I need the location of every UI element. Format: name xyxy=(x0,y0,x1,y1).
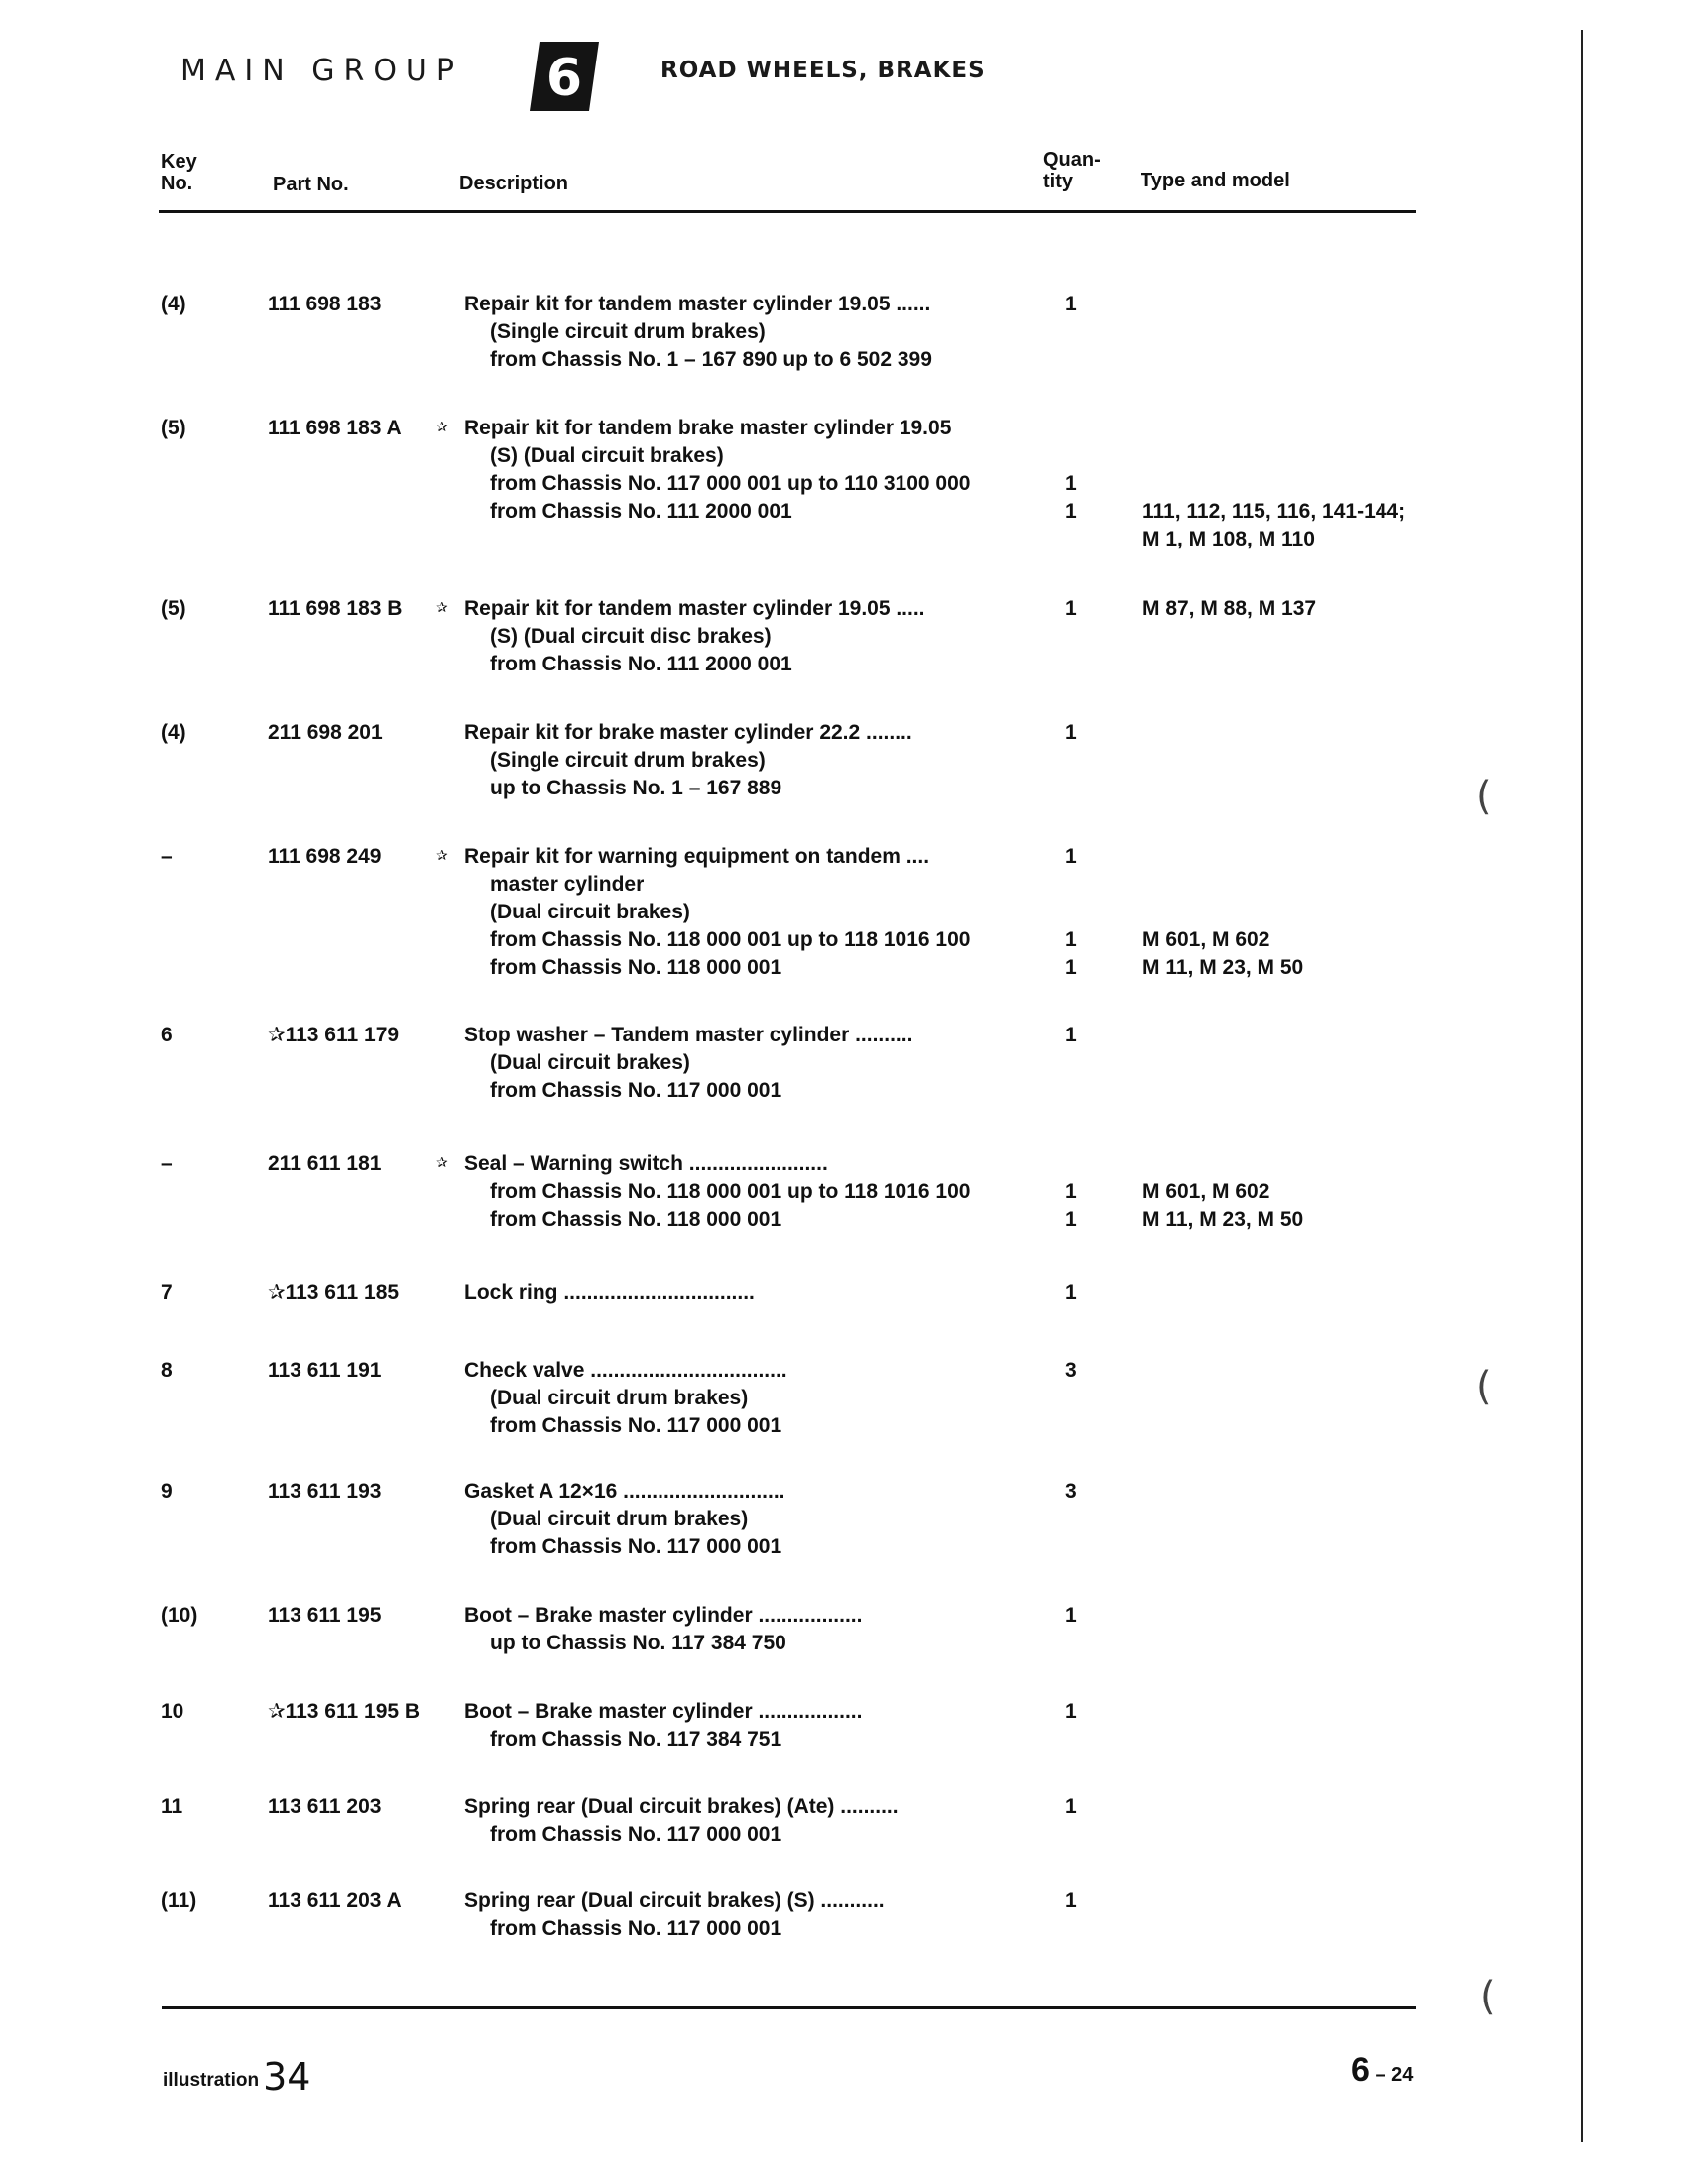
key-number: 9 xyxy=(161,1480,173,1503)
description xyxy=(464,843,1039,982)
key-number: (10) xyxy=(161,1604,198,1627)
col-header-key xyxy=(161,151,197,194)
description-line: from Chassis No. 117 000 001 xyxy=(490,1535,782,1558)
description-line: (Dual circuit brakes) xyxy=(490,1051,690,1074)
type-model-value xyxy=(1142,1357,1470,1385)
type-model-value xyxy=(1142,1279,1470,1307)
type-model xyxy=(1142,291,1470,374)
quantity-value xyxy=(1065,1726,1095,1754)
binder-ring-mark: ( xyxy=(1480,1974,1496,2019)
type-model-value xyxy=(1142,1821,1470,1849)
main-group-label: MAIN GROUP xyxy=(180,54,463,88)
binder-ring-mark: ( xyxy=(1476,774,1492,819)
quantity-value xyxy=(1065,1915,1095,1943)
quantity-value xyxy=(1065,651,1095,678)
group-number-badge xyxy=(526,38,603,115)
description-line: from Chassis No. 118 000 001 up to 118 1016 100 xyxy=(490,1180,971,1203)
quantity-value xyxy=(1065,1533,1095,1561)
type-model xyxy=(1142,1357,1470,1440)
star-icon: ✰ xyxy=(436,599,448,615)
group-number: 6 xyxy=(545,49,583,108)
type-model-value xyxy=(1142,623,1470,651)
description-line: from Chassis No. 1 – 167 890 up to 6 502 399 xyxy=(490,348,932,371)
type-model xyxy=(1142,415,1470,553)
description-line: Gasket A 12×16 ............................ xyxy=(464,1480,785,1503)
quantity-value xyxy=(1065,899,1095,926)
type-model-value: M 601, M 602 xyxy=(1142,928,1270,951)
type-model-value xyxy=(1142,1630,1470,1657)
quantity xyxy=(1065,1022,1095,1105)
key-number: (11) xyxy=(161,1889,197,1912)
type-model-value xyxy=(1142,1915,1470,1943)
header-rule xyxy=(159,210,1416,213)
description-line: from Chassis No. 117 000 001 xyxy=(490,1823,782,1846)
description-line: Stop washer – Tandem master cylinder .......... xyxy=(464,1024,913,1046)
description-line: (S) (Dual circuit brakes) xyxy=(490,444,724,467)
quantity-value: 1 xyxy=(1065,1024,1077,1046)
type-model-value xyxy=(1142,1385,1470,1412)
part-number: ✰113 611 179 xyxy=(268,1024,400,1046)
type-model-value xyxy=(1142,775,1470,802)
description-line: Repair kit for tandem master cylinder 19.05 ..... xyxy=(464,597,925,620)
description-line: from Chassis No. 111 2000 001 xyxy=(490,653,792,675)
type-model-value xyxy=(1142,747,1470,775)
type-model xyxy=(1142,595,1470,678)
type-model-value xyxy=(1142,871,1470,899)
part-number: 113 611 203 A xyxy=(268,1889,402,1912)
star-icon: ✰ xyxy=(436,419,448,434)
part-number: ✰113 611 185 xyxy=(268,1281,400,1304)
description-line: from Chassis No. 117 000 001 xyxy=(490,1079,782,1102)
quantity xyxy=(1065,595,1095,678)
description xyxy=(464,1698,1039,1754)
type-model-value: 111, 112, 115, 116, 141-144; xyxy=(1142,500,1406,523)
key-number: (4) xyxy=(161,293,186,315)
quantity-value xyxy=(1065,623,1095,651)
group-title: ROAD WHEELS, BRAKES xyxy=(660,58,986,83)
quantity-value: 3 xyxy=(1065,1359,1077,1382)
type-model-value xyxy=(1142,899,1470,926)
type-model xyxy=(1142,719,1470,802)
type-model-value xyxy=(1142,1049,1470,1077)
col-header-quantity-line2: tity xyxy=(1043,171,1073,192)
type-model-value xyxy=(1142,1151,1470,1178)
quantity-value: 3 xyxy=(1065,1480,1077,1503)
type-model-value xyxy=(1142,843,1470,871)
type-model-value xyxy=(1142,651,1470,678)
type-model-value xyxy=(1142,1698,1470,1726)
star-icon: ✰ xyxy=(436,1154,448,1170)
key-number: – xyxy=(161,845,173,868)
quantity-value xyxy=(1065,442,1095,470)
quantity-value xyxy=(1065,1049,1095,1077)
description-line: from Chassis No. 118 000 001 xyxy=(490,1208,782,1231)
type-model-value xyxy=(1142,1726,1470,1754)
description-line: Repair kit for brake master cylinder 22.2 ........ xyxy=(464,721,912,744)
quantity xyxy=(1065,1151,1095,1234)
description xyxy=(464,291,1039,374)
description xyxy=(464,1478,1039,1561)
quantity-value: 1 xyxy=(1065,1795,1077,1818)
description xyxy=(464,1279,1039,1307)
type-model-value xyxy=(1142,719,1470,747)
illustration-ref xyxy=(163,2055,310,2099)
col-header-key-line2: No. xyxy=(161,173,193,194)
type-model-value xyxy=(1142,1602,1470,1630)
quantity-value: 1 xyxy=(1065,500,1077,523)
description-line xyxy=(464,526,1039,553)
description-line: (Dual circuit drum brakes) xyxy=(490,1508,749,1530)
part-number: 111 698 183 B xyxy=(268,597,403,620)
quantity xyxy=(1065,1602,1095,1657)
description-line: up to Chassis No. 117 384 750 xyxy=(490,1632,786,1654)
type-model-value xyxy=(1142,346,1470,374)
description-line: Seal – Warning switch ........................ xyxy=(464,1153,828,1175)
description-line: up to Chassis No. 1 – 167 889 xyxy=(490,777,782,799)
quantity-value: 1 xyxy=(1065,1700,1077,1723)
description xyxy=(464,1793,1039,1849)
quantity xyxy=(1065,1279,1095,1307)
quantity-value: 1 xyxy=(1065,1281,1077,1304)
type-model xyxy=(1142,843,1470,982)
description-line: from Chassis No. 117 000 001 up to 110 3100 000 xyxy=(490,472,971,495)
col-header-quantity-line1: Quan- xyxy=(1043,149,1101,171)
quantity-value: 1 xyxy=(1065,293,1077,315)
illustration-number: 34 xyxy=(263,2055,311,2099)
quantity xyxy=(1065,291,1095,374)
quantity-value xyxy=(1065,1151,1095,1178)
quantity-value: 1 xyxy=(1065,1604,1077,1627)
quantity-value xyxy=(1065,318,1095,346)
type-model-value xyxy=(1142,1077,1470,1105)
description xyxy=(464,1357,1039,1440)
type-model-value xyxy=(1142,318,1470,346)
description-line: Boot – Brake master cylinder .................. xyxy=(464,1604,863,1627)
illustration-label: illustration xyxy=(163,2070,260,2091)
description-line: Lock ring ................................. xyxy=(464,1281,755,1304)
part-number: ✰113 611 195 B xyxy=(268,1700,420,1723)
type-model xyxy=(1142,1602,1470,1657)
quantity-value: 1 xyxy=(1065,1889,1077,1912)
page-number: 6 – 24 xyxy=(1351,2051,1414,2089)
description xyxy=(464,1887,1039,1943)
description-line: Boot – Brake master cylinder .................. xyxy=(464,1700,863,1723)
key-number: – xyxy=(161,1153,173,1175)
quantity-value: 1 xyxy=(1065,472,1077,495)
quantity xyxy=(1065,1698,1095,1754)
quantity-value xyxy=(1065,747,1095,775)
type-model-value xyxy=(1142,1506,1470,1533)
description-line: (S) (Dual circuit disc brakes) xyxy=(490,625,772,648)
type-model-value xyxy=(1142,1533,1470,1561)
description xyxy=(464,719,1039,802)
part-number: 211 611 181 xyxy=(268,1153,382,1175)
type-model xyxy=(1142,1887,1470,1943)
description xyxy=(464,595,1039,678)
description-line: from Chassis No. 117 000 001 xyxy=(490,1917,782,1940)
binder-ring-mark: ( xyxy=(1476,1364,1492,1409)
quantity xyxy=(1065,719,1095,802)
col-header-key-line1: Key xyxy=(161,151,197,173)
description-line: from Chassis No. 118 000 001 xyxy=(490,956,782,979)
description-line: (Dual circuit drum brakes) xyxy=(490,1387,749,1409)
key-number: 6 xyxy=(161,1024,173,1046)
quantity-value xyxy=(1065,1077,1095,1105)
quantity xyxy=(1065,415,1095,553)
description-line: Check valve .................................. xyxy=(464,1359,787,1382)
description-line: Spring rear (Dual circuit brakes) (S) ........... xyxy=(464,1889,885,1912)
quantity xyxy=(1065,1793,1095,1849)
quantity-value: 1 xyxy=(1065,597,1077,620)
page-number-sub: 24 xyxy=(1391,2064,1414,2086)
part-number: 113 611 191 xyxy=(268,1359,382,1382)
type-model xyxy=(1142,1698,1470,1754)
type-model-value xyxy=(1142,1887,1470,1915)
part-number: 113 611 193 xyxy=(268,1480,382,1503)
type-model-value: M 601, M 602 xyxy=(1142,1180,1270,1203)
type-model-value: M 1, M 108, M 110 xyxy=(1142,528,1315,550)
quantity xyxy=(1065,1887,1095,1943)
description-line: Repair kit for warning equipment on tandem .... xyxy=(464,845,930,868)
key-number: 11 xyxy=(161,1795,183,1818)
type-model xyxy=(1142,1151,1470,1234)
key-number: (5) xyxy=(161,417,186,439)
page-number-main: 6 xyxy=(1351,2051,1370,2089)
description-line: Repair kit for tandem master cylinder 19.05 ...... xyxy=(464,293,931,315)
description xyxy=(464,1151,1039,1234)
quantity-value xyxy=(1065,871,1095,899)
binder-edge xyxy=(1581,30,1583,2142)
type-model-value xyxy=(1142,291,1470,318)
part-number: 113 611 203 xyxy=(268,1795,382,1818)
description-line: from Chassis No. 111 2000 001 xyxy=(490,500,792,523)
description-line: Spring rear (Dual circuit brakes) (Ate) .......... xyxy=(464,1795,899,1818)
quantity xyxy=(1065,843,1095,982)
description-line: from Chassis No. 117 384 751 xyxy=(490,1728,782,1751)
part-number: 111 698 249 xyxy=(268,845,382,868)
quantity-value xyxy=(1065,346,1095,374)
quantity xyxy=(1065,1357,1095,1440)
part-number: 111 698 183 A xyxy=(268,417,402,439)
type-model-value xyxy=(1142,470,1470,498)
type-model xyxy=(1142,1022,1470,1105)
description xyxy=(464,1022,1039,1105)
key-number: (5) xyxy=(161,597,186,620)
description-line: (Dual circuit brakes) xyxy=(490,901,690,923)
quantity-value: 1 xyxy=(1065,1180,1077,1203)
quantity-value: 1 xyxy=(1065,845,1077,868)
type-model-value xyxy=(1142,415,1470,442)
quantity-value xyxy=(1065,1412,1095,1440)
quantity-value xyxy=(1065,1385,1095,1412)
col-header-description: Description xyxy=(459,173,569,194)
key-number: 7 xyxy=(161,1281,173,1304)
quantity-value: 1 xyxy=(1065,1208,1077,1231)
key-number: 8 xyxy=(161,1359,173,1382)
quantity-value xyxy=(1065,1506,1095,1533)
description-line: from Chassis No. 117 000 001 xyxy=(490,1414,782,1437)
quantity-value: 1 xyxy=(1065,721,1077,744)
type-model-value xyxy=(1142,1022,1470,1049)
description-line: master cylinder xyxy=(490,873,645,896)
type-model-value xyxy=(1142,1412,1470,1440)
quantity-value xyxy=(1065,526,1095,553)
type-model xyxy=(1142,1279,1470,1307)
quantity-value xyxy=(1065,1630,1095,1657)
part-number: 111 698 183 xyxy=(268,293,382,315)
footer-rule xyxy=(162,2006,1416,2009)
description-line: (Single circuit drum brakes) xyxy=(490,320,766,343)
type-model-value xyxy=(1142,1478,1470,1506)
quantity-value xyxy=(1065,1821,1095,1849)
type-model xyxy=(1142,1478,1470,1561)
col-header-quantity xyxy=(1043,149,1101,192)
quantity-value xyxy=(1065,775,1095,802)
quantity-value: 1 xyxy=(1065,956,1077,979)
description-line: from Chassis No. 118 000 001 up to 118 1016 100 xyxy=(490,928,971,951)
description-line: (Single circuit drum brakes) xyxy=(490,749,766,772)
quantity-value: 1 xyxy=(1065,928,1077,951)
description xyxy=(464,415,1039,553)
quantity-value xyxy=(1065,415,1095,442)
key-number: 10 xyxy=(161,1700,184,1723)
part-number: 113 611 195 xyxy=(268,1604,382,1627)
part-number: 211 698 201 xyxy=(268,721,383,744)
type-model xyxy=(1142,1793,1470,1849)
star-icon: ✰ xyxy=(436,847,448,863)
type-model-value xyxy=(1142,1793,1470,1821)
type-model-value: M 87, M 88, M 137 xyxy=(1142,597,1317,620)
col-header-part: Part No. xyxy=(273,174,349,195)
type-model-value: M 11, M 23, M 50 xyxy=(1142,956,1304,979)
description-line: Repair kit for tandem brake master cylinder 19.05 xyxy=(464,417,952,439)
type-model-value xyxy=(1142,442,1470,470)
col-header-type-model: Type and model xyxy=(1141,170,1290,191)
type-model-value: M 11, M 23, M 50 xyxy=(1142,1208,1304,1231)
description xyxy=(464,1602,1039,1657)
key-number: (4) xyxy=(161,721,186,744)
quantity xyxy=(1065,1478,1095,1561)
